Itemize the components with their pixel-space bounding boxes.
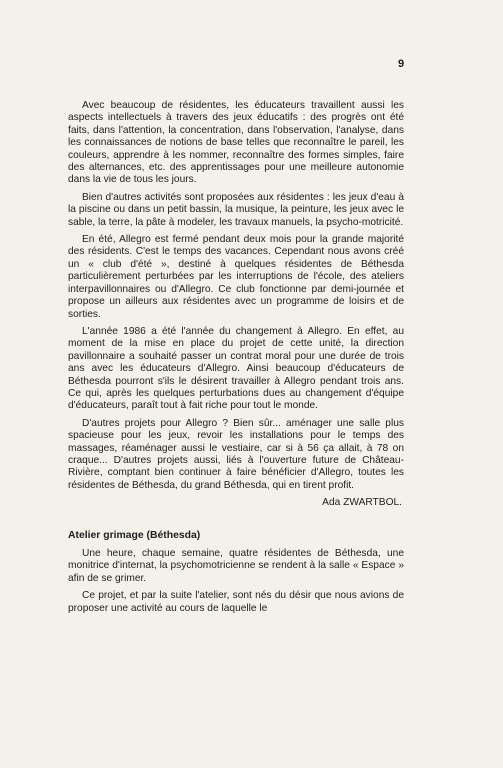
- body-paragraph: D'autres projets pour Allegro ? Bien sûr... aménager une salle plus spacieuse pour les jeux, revoir les installations pour le temps des massages, réaménager aussi le vestiaire, car si à 56 ça allait, à 78 on craque... D'autres projets aussi, liés à l'ouverture future de Château-Rivière, comptant bien continuer à faire bénéficier d'Allegro, toutes les résidentes de Béthesda, du grand Béthesda, qui en tirent profit.: [68, 417, 404, 491]
- body-paragraph: Une heure, chaque semaine, quatre résidentes de Béthesda, une monitrice d'internat, la psychomotricienne se rendent à la salle « Espace » afin de se grimer.: [68, 548, 404, 584]
- body-paragraph: Bien d'autres activités sont proposées aux résidentes : les jeux d'eau à la piscine ou dans un petit bassin, la musique, la peinture, les jeux avec le sable, la terre, la pâte à modeler, les travaux manuels, la psycho-motricité.: [68, 191, 404, 228]
- page-body: [68, 100, 404, 620]
- body-paragraph: L'année 1986 a été l'année du changement à Allegro. En effet, au moment de la mise en place du projet de cette unité, la direction pavillonnaire a souhaité passer un contrat moral pour une durée de trois ans avec les éducateurs d'Allegro. Ainsi beaucoup d'éducateurs de Béthesda pourront s'ils le désirent travailler à Allegro pendant trois ans. Ce qui, après les quelques perturbations dues au changement d'équipe d'éducateurs, paraît tout à fait riche pour tout le monde.: [68, 325, 404, 412]
- author-signature: Ada ZWARTBOL.: [322, 497, 402, 509]
- page-number: 9: [398, 58, 405, 70]
- body-paragraph: Ce projet, et par la suite l'atelier, sont nés du désir que nous avions de proposer une activité au cours de laquelle le: [68, 590, 404, 614]
- body-paragraph: En été, Allegro est fermé pendant deux mois pour la grande majorité des résidents. C'est le temps des vacances. Cependant nous avons créé un « club d'été », destiné à quelques résidentes de Béthesda particulièrement perturbées par les interruptions de l'école, des ateliers interpavillonnaires ou d'Allegro. Ce club fonctionne par demi-journée et propose un ailleurs aux résidentes avec un programme de loisirs et de sorties.: [68, 234, 404, 320]
- body-paragraph: Avec beaucoup de résidentes, les éducateurs travaillent aussi les aspects intellectuels à travers des jeux éducatifs : des progrès ont été faits, dans l'attention, la concentration, dans l'observation, l'analyse, dans les connaissances de notions de base telles que reconnaître le pareil, les couleurs, apprendre à les nommer, reconnaître des formes simples, faire des alternances, etc. des apprentissages pour une meilleure autonomie dans la vie de tous les jours.: [68, 100, 404, 186]
- section-heading: Atelier grimage (Béthesda): [68, 529, 201, 541]
